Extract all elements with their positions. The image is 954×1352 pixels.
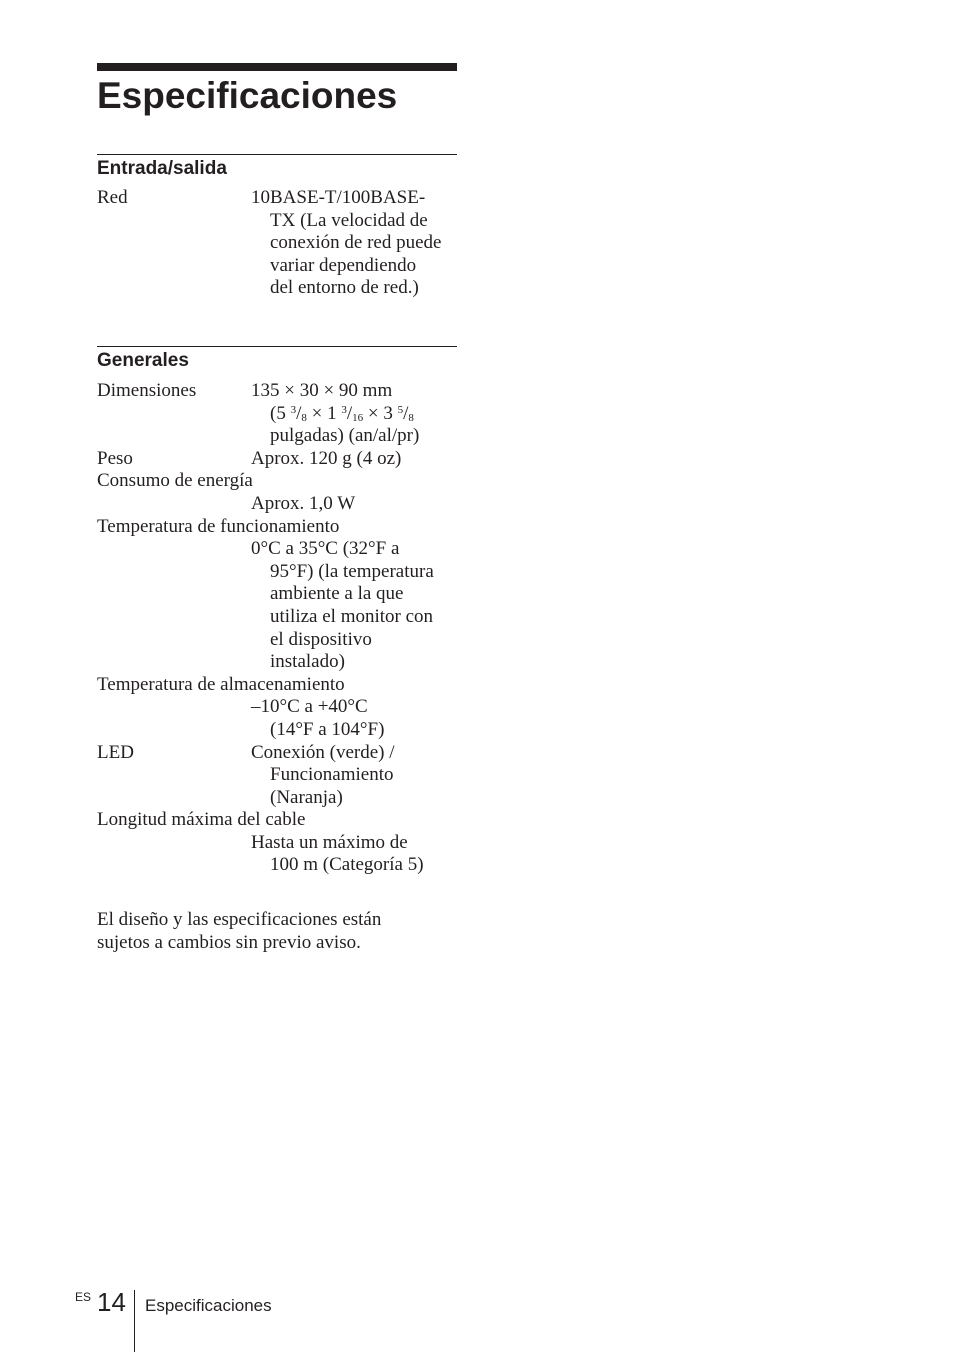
section-heading-io: Entrada/salida — [97, 158, 227, 179]
spec-label-storage-temp: Temperatura de almacenamiento — [97, 673, 345, 695]
spec-label-weight: Peso — [97, 447, 133, 469]
disclaimer-note — [97, 909, 457, 954]
spec-label-operating-temp: Temperatura de funcionamiento — [97, 515, 340, 537]
fraction-numerator: 3 — [341, 403, 347, 416]
spec-value-line: variar dependiendo — [270, 254, 417, 276]
spec-label-power: Consumo de energía — [97, 470, 253, 492]
spec-value-line: el dispositivo — [270, 628, 372, 650]
spec-value-line: pulgadas) (an/al/pr) — [270, 425, 420, 447]
page-title: Especificaciones — [97, 75, 398, 116]
spec-value-line: 0°C a 35°C (32°F a — [251, 538, 400, 560]
spec-value-line: Funcionamiento — [270, 764, 394, 786]
spec-value-storage-temp — [251, 696, 467, 741]
fraction-numerator: 3 — [290, 403, 297, 416]
spec-value-line: utiliza el monitor con — [270, 605, 434, 627]
spec-value-line: Aprox. 1,0 W — [251, 492, 356, 514]
spec-row-dimensions — [97, 380, 467, 448]
spec-value-network — [251, 187, 467, 300]
spec-value-line: (Naranja) — [270, 786, 343, 808]
spec-value-line: 100 m (Categoría 5) — [270, 854, 424, 876]
spec-value-imperial: (5 $^3/_8 \times 1$ $^3/_{16} \times 3$ $^5/_8$ — [270, 402, 414, 424]
spec-value-line: del entorno de red.) — [270, 277, 419, 299]
spec-row-operating-temp — [97, 516, 467, 674]
spec-value-line: ambiente a la que — [270, 583, 404, 605]
spec-label-dimensions: Dimensiones — [97, 380, 197, 401]
fraction-denominator: 16 — [352, 411, 364, 424]
fraction-denominator: 8 — [301, 411, 307, 424]
spec-value-led — [251, 742, 467, 810]
spec-value-line: –10°C a +40°C — [251, 696, 368, 718]
spec-value-line: conexión de red puede — [270, 232, 442, 254]
spec-value-line: (14°F a 104°F) — [270, 718, 385, 740]
imperial-separator: × 1 — [306, 402, 342, 424]
title-bar — [97, 63, 457, 71]
footer-divider — [134, 1290, 135, 1352]
footer-section-name: Especificaciones — [145, 1296, 272, 1315]
spec-value-weight — [251, 448, 467, 471]
spec-value-line: Conexión (verde) / — [251, 741, 395, 763]
spec-label-led: LED — [97, 741, 134, 763]
fraction-numerator: 5 — [397, 403, 404, 416]
footer-page-number: 14 — [97, 1287, 126, 1317]
spec-row-network — [97, 187, 467, 300]
footer-language-code: ES — [75, 1290, 92, 1304]
spec-value-line: 135 × 30 × 90 mm — [251, 380, 393, 401]
spec-value-line: 10BASE-T/100BASE- — [251, 187, 426, 208]
spec-row-storage-temp — [97, 674, 467, 742]
spec-value-dimensions — [251, 380, 467, 448]
section-rule-io — [97, 154, 457, 155]
fraction-denominator: 8 — [408, 411, 414, 424]
spec-value-cable — [251, 832, 467, 877]
note-line: El diseño y las especificaciones están — [97, 909, 382, 930]
spec-list-general — [97, 380, 467, 877]
section-rule-general — [97, 346, 457, 347]
spec-row-power — [97, 470, 467, 515]
spec-value-line: Aprox. 120 g (4 oz) — [251, 447, 402, 469]
spec-value-line: 95°F) (la temperatura — [270, 560, 434, 582]
imperial-open: (5 — [270, 402, 291, 424]
spec-value-power — [251, 493, 467, 516]
spec-label-network: Red — [97, 187, 128, 208]
spec-row-cable — [97, 809, 467, 877]
note-line: sujetos a cambios sin previo aviso. — [97, 931, 361, 953]
spec-list-io — [97, 187, 467, 300]
spec-value-line: instalado) — [270, 651, 345, 673]
spec-value-operating-temp — [251, 538, 467, 674]
section-heading-general: Generales — [97, 350, 189, 371]
spec-label-cable: Longitud máxima del cable — [97, 809, 306, 831]
spec-row-led — [97, 742, 467, 810]
spec-value-line: TX (La velocidad de — [270, 209, 428, 231]
spec-value-line: Hasta un máximo de — [251, 831, 408, 853]
spec-row-weight — [97, 448, 467, 471]
imperial-separator: × 3 — [363, 402, 398, 424]
